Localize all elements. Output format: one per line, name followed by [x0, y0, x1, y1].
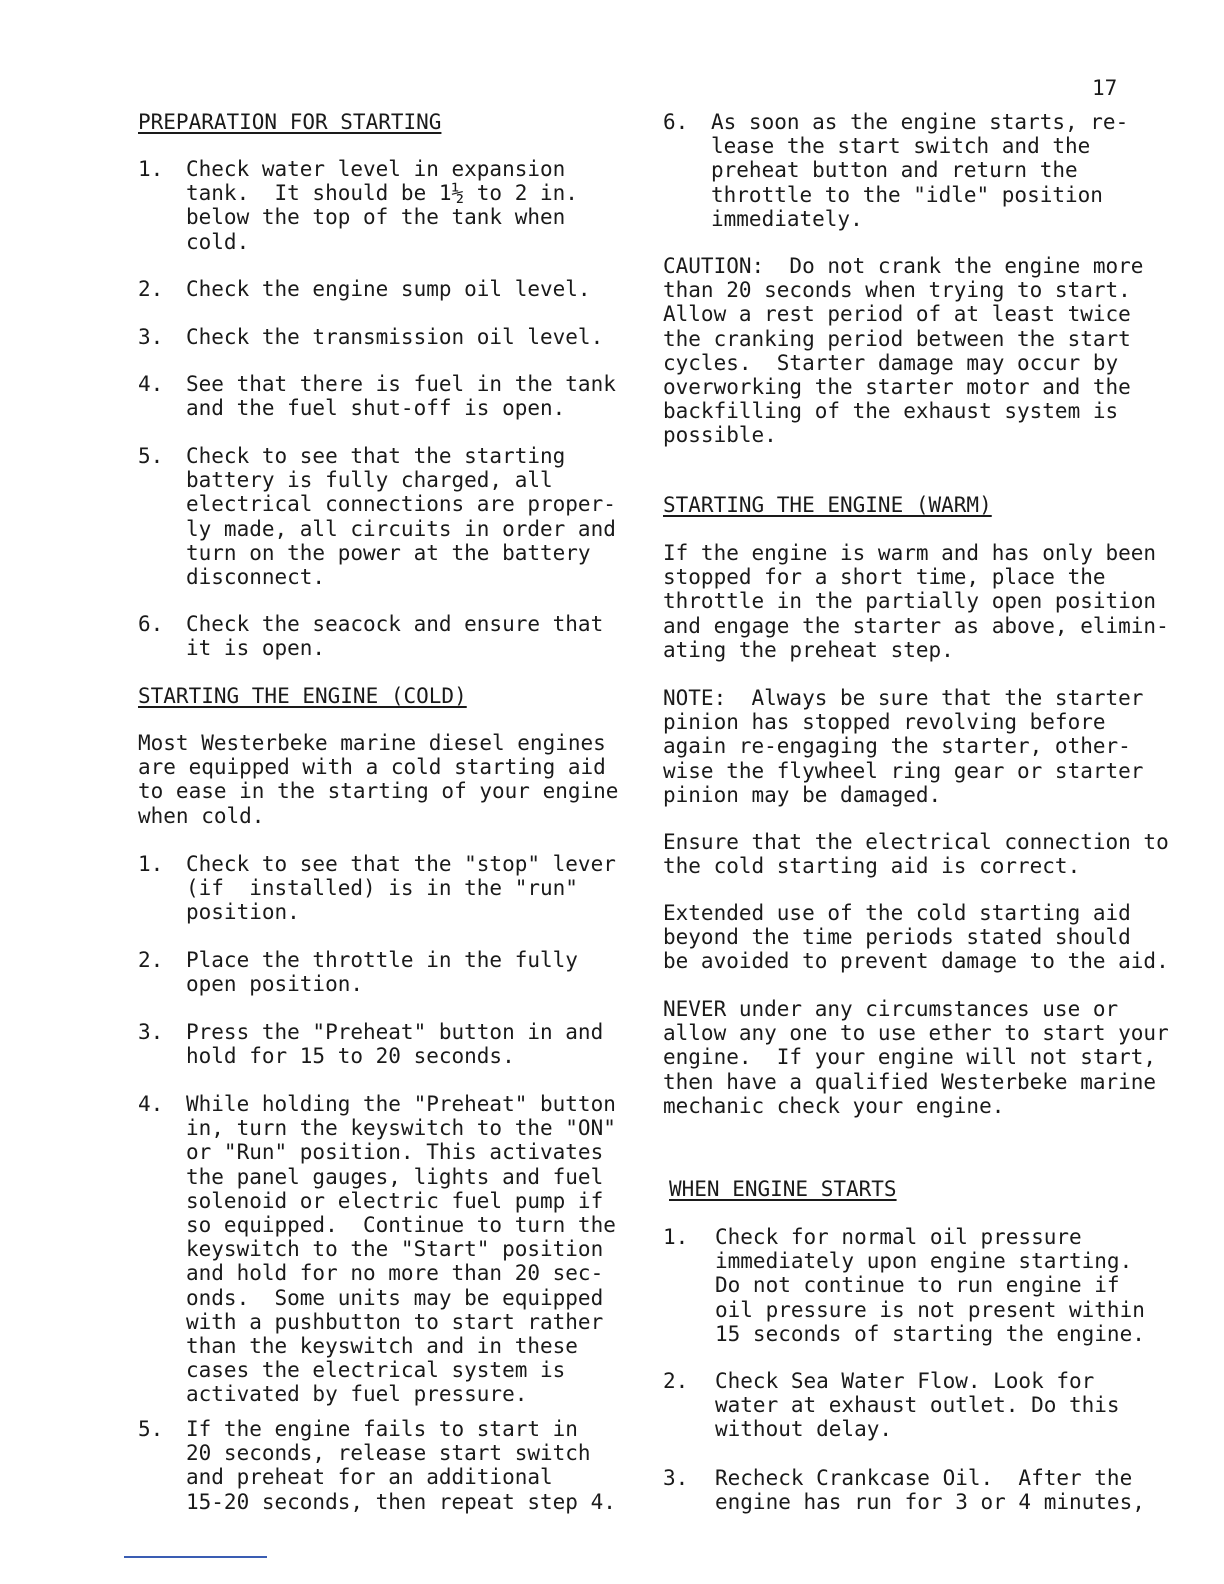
preparation-heading: PREPARATION FOR STARTING	[138, 110, 442, 134]
when-item-number: 1.	[663, 1225, 689, 1249]
cold-item-4	[138, 1092, 616, 1407]
prep-item-5	[138, 444, 616, 590]
never-warning-paragraph: NEVER under any circumstances use or allow any one to use ether to start your engine. If your engine will not start, then have a qualified Westerbeke marine mechanic check your engine.	[663, 997, 1169, 1118]
when-item-2	[663, 1369, 1163, 1442]
when-item-3	[663, 1466, 1163, 1514]
prep-item-number: 4.	[138, 372, 164, 396]
cold-item-text: As soon as the engine starts, re- lease the start switch and the preheat button and return the throttle to the "idle" position immediately.	[711, 110, 1129, 231]
cold-item-5	[138, 1417, 616, 1514]
prep-item-text: Check water level in expansion tank. It should be 1½ to 2 in. below the top of the tank when cold.	[186, 157, 578, 254]
prep-item-text: Check the engine sump oil level.	[186, 277, 591, 301]
when-item-number: 2.	[663, 1369, 689, 1393]
cold-item-2	[138, 948, 608, 996]
cold-start-intro: Most Westerbeke marine diesel engines are equipped with a cold starting aid to ease in the starting of your engine when cold.	[138, 731, 619, 828]
prep-item-number: 2.	[138, 277, 164, 301]
page-number: 17	[1092, 76, 1118, 100]
cold-item-text: Place the throttle in the fully open position.	[186, 948, 578, 997]
cold-item-number: 1.	[138, 852, 164, 876]
cold-item-text: Press the "Preheat" button in and hold for 15 to 20 seconds.	[186, 1020, 604, 1069]
extended-use-paragraph: Extended use of the cold starting aid beyond the time periods stated should be avoided to prevent damage to the aid.	[663, 901, 1169, 974]
prep-item-4	[138, 372, 616, 421]
when-engine-starts-heading: WHEN ENGINE STARTS	[669, 1177, 897, 1201]
when-item-text: Check Sea Water Flow. Look for water at exhaust outlet. Do this without delay.	[715, 1369, 1120, 1442]
note-paragraph: NOTE: Always be sure that the starter pinion has stopped revolving before again re-engaging the starter, other- wise the flywheel ring gear or starter pinion may be damaged.	[663, 686, 1144, 807]
when-item-text: Recheck Crankcase Oil. After the engine has run for 3 or 4 minutes,	[715, 1466, 1145, 1515]
caution-paragraph: CAUTION: Do not crank the engine more than 20 seconds when trying to start. Allow a rest period of at least twice the cranking period between the start cycles. Starter damage may occur by overworking the starter motor and the backfilling of the exhaust system is possible.	[663, 254, 1144, 448]
when-item-number: 3.	[663, 1466, 689, 1490]
cold-item-text: While holding the "Preheat" button in, turn the keyswitch to the "ON" or "Run" position. This activates the panel gauges, lights and fuel solenoid or electric fuel pump if so equipped. Continue to turn the keyswitch to the "Start" position and hold for no more than 20 sec- onds. Some units may be equipped with a pushbutton to start rather than the keyswitch and in these cases the electrical system is activated by fuel pressure.	[186, 1092, 616, 1407]
cold-start-heading: STARTING THE ENGINE (COLD)	[138, 684, 467, 708]
warm-start-paragraph: If the engine is warm and has only been stopped for a short time, place the throttle in the partially open position and engage the starter as above, elimin- ating the preheat step.	[663, 541, 1169, 662]
prep-item-text: Check the seacock and ensure that it is open.	[186, 612, 604, 661]
ensure-paragraph: Ensure that the electrical connection to the cold starting aid is correct.	[663, 830, 1169, 879]
when-item-text: Check for normal oil pressure immediately upon engine starting. Do not continue to run engine if oil pressure is not present within 15 seconds of starting the engine.	[715, 1225, 1145, 1346]
prep-item-number: 5.	[138, 444, 164, 468]
prep-item-text: See that there is fuel in the tank and the fuel shut-off is open.	[186, 372, 616, 421]
bottom-rule	[124, 1556, 267, 1558]
prep-item-3	[138, 325, 608, 349]
when-item-1	[663, 1225, 1163, 1346]
cold-item-3	[138, 1020, 608, 1068]
cold-item-6	[663, 110, 1163, 231]
cold-item-text: Check to see that the "stop" lever (if installed) is in the "run" position.	[186, 852, 616, 925]
cold-item-number: 3.	[138, 1020, 164, 1044]
prep-item-text: Check to see that the starting battery is fully charged, all electrical connections are proper- ly made, all circuits in order and turn on the power at the battery disconnect.	[186, 444, 616, 590]
prep-item-6	[138, 612, 608, 660]
cold-item-number: 6.	[663, 110, 689, 134]
prep-item-number: 3.	[138, 325, 164, 349]
cold-item-1	[138, 852, 616, 925]
prep-item-number: 6.	[138, 612, 164, 636]
cold-item-number: 2.	[138, 948, 164, 972]
prep-item-2	[138, 277, 608, 301]
prep-item-number: 1.	[138, 157, 164, 181]
warm-start-heading: STARTING THE ENGINE (WARM)	[663, 493, 992, 517]
cold-item-number: 5.	[138, 1417, 164, 1441]
cold-item-text: If the engine fails to start in 20 seconds, release start switch and preheat for an additional 15-20 seconds, then repeat step 4.	[186, 1417, 616, 1514]
cold-item-number: 4.	[138, 1092, 164, 1116]
prep-item-text: Check the transmission oil level.	[186, 325, 604, 349]
prep-item-1	[138, 157, 608, 254]
